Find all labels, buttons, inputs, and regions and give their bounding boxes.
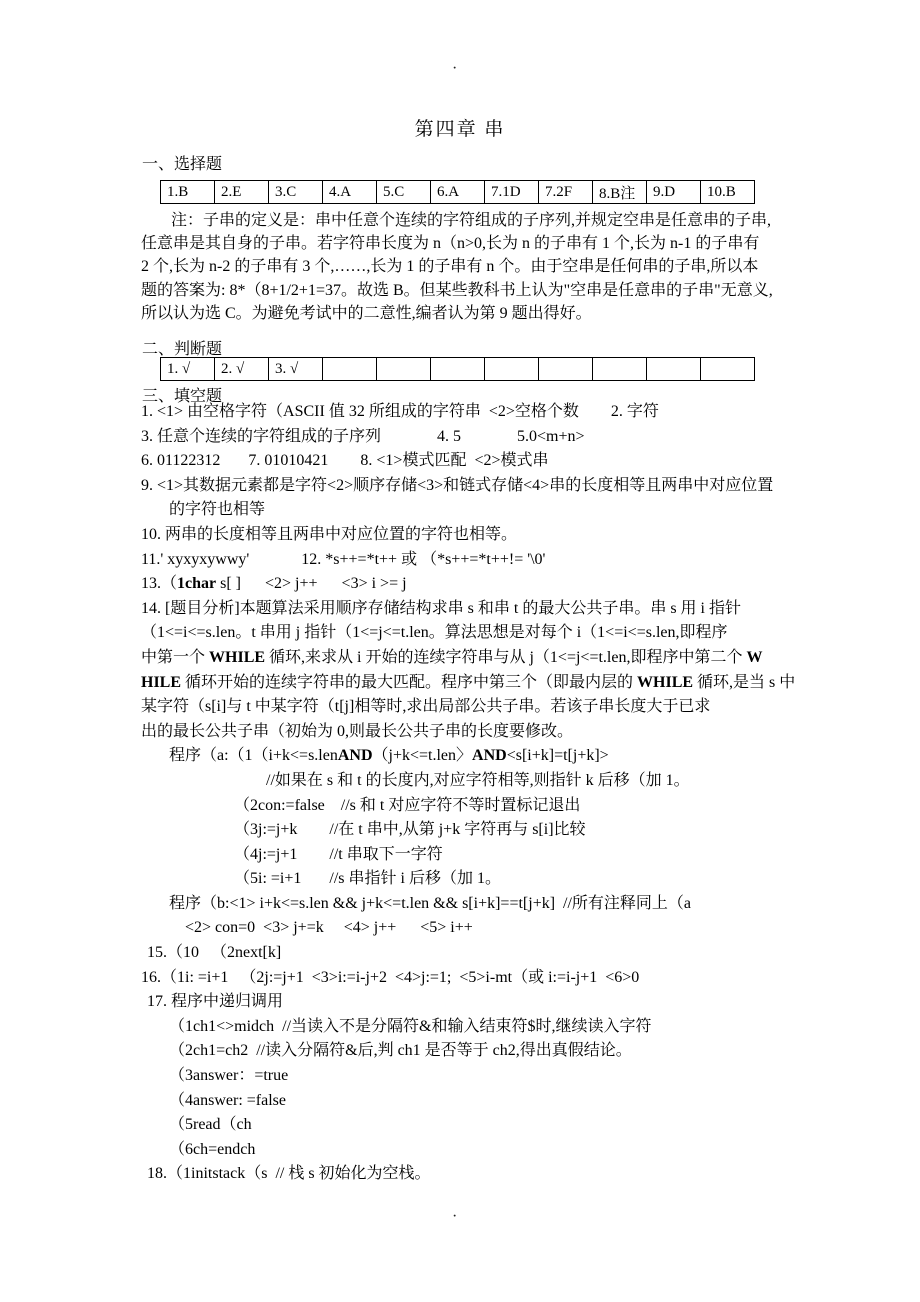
choice-answer-cell: 7.1D [485, 181, 539, 204]
fill-answer-line [141, 867, 841, 892]
fill-answer-line [141, 818, 841, 843]
judge-answer-row [161, 358, 755, 381]
fill-answer-line [141, 892, 841, 917]
fill-answer-segment: （6ch=endch [169, 1140, 256, 1158]
fill-answer-line [141, 769, 841, 794]
fill-answer-line [141, 720, 841, 745]
fill-answer-segment: <2> con=0 <3> j+=k <4> j++ <5> i++ [185, 919, 473, 937]
fill-answer-line [141, 744, 841, 769]
judge-answer-table [160, 357, 755, 381]
fill-answer-line [141, 548, 841, 573]
choice-answer-table [160, 180, 755, 204]
fill-answer-segment: （4j:=j+1 //t 串取下一字符 [234, 845, 443, 863]
judge-answer-cell [485, 358, 539, 381]
fill-answer-segment: 10. 两串的长度相等且两串中对应位置的字符也相等。 [141, 525, 518, 543]
judge-answer-cell: 2. √ [215, 358, 269, 381]
fill-answer-segment-bold: HILE [141, 673, 182, 691]
choice-note-line: 2 个,长为 n-2 的子串有 3 个,……,长为 1 的子串有 n 个。由于空串是任何串的子串,所以本 [141, 258, 759, 276]
bottom-dot-mark: · [452, 1208, 458, 1225]
choice-note-line: 题的答案为: 8*（8+1/2+1=37。故选 B。但某些教科书上认为"空串是任意串的子串"无意义, [141, 281, 773, 299]
fill-answer-segment: （2con:=false //s 和 t 对应字符不等时置标记退出 [234, 796, 581, 814]
fill-answer-line [141, 597, 841, 622]
fill-answer-segment: 11.' xyxyxywwy' 12. *s++=*t++ 或 （*s++=*t++!= '\0' [141, 550, 546, 568]
judge-answer-cell: 3. √ [269, 358, 323, 381]
choice-answer-cell: 5.C [377, 181, 431, 204]
fill-answer-line [141, 449, 841, 474]
judge-answer-cell [431, 358, 485, 381]
fill-answer-segment: 循环开始的连续字符串的最大匹配。程序中第三个（即最内层的 [181, 673, 638, 691]
fill-answer-segment: 14. [题目分析]本题算法采用顺序存储结构求串 s 和串 t 的最大公共子串。串 s 用 i 指针 [141, 599, 742, 617]
fill-answer-segment: 程序（a:（1（i+k<=s.len [169, 747, 338, 765]
choice-answer-cell: 2.E [215, 181, 269, 204]
fill-answer-line [141, 572, 841, 597]
fill-answer-line [141, 916, 841, 941]
fill-answer-segment: 13.（ [141, 575, 178, 593]
fill-answer-segment: 1. <1> 由空格字符（ASCII 值 32 所组成的字符串 <2>空格个数 2. 字符 [141, 403, 659, 420]
choice-answer-cell: 1.B [161, 181, 215, 204]
judge-answer-cell: 1. √ [161, 358, 215, 381]
fill-answer-line [141, 1039, 841, 1064]
choice-answer-cell: 8.B注 [593, 181, 647, 204]
fill-answer-segment: 17. 程序中递归调用 [147, 993, 284, 1011]
fill-answer-segment: 6. 01122312 7. 01010421 8. <1>模式匹配 <2>模式串 [141, 452, 549, 470]
fill-answer-segment: <s[i+k]=t[j+k]> [506, 747, 609, 765]
fill-answer-segment: 某字符（s[i]与 t 中某字符（t[j]相等时,求出局部公共子串。若该子串长度大于已求 [141, 698, 711, 716]
fill-answer-line [141, 695, 841, 720]
judge-answer-cell [323, 358, 377, 381]
fill-answer-line [141, 400, 841, 425]
judge-answer-cell [377, 358, 431, 381]
choice-answer-cell: 3.C [269, 181, 323, 204]
fill-blanks-answers [141, 400, 841, 1187]
choice-answer-row [161, 181, 755, 204]
fill-answer-segment: 出的最长公共子串（初始为 0,则最长公共子串的长度要修改。 [141, 722, 574, 740]
fill-answer-line [141, 1113, 841, 1138]
choice-answer-cell: 4.A [323, 181, 377, 204]
judge-answer-cell [539, 358, 593, 381]
fill-answer-segment: （4answer: =false [169, 1091, 286, 1109]
choice-note-line: 注：子串的定义是：串中任意个连续的字符组成的子序列,并规定空串是任意串的子串, [171, 212, 772, 229]
fill-answer-segment: 循环,是当 s 中 [693, 673, 796, 691]
fill-answer-segment: 9. <1>其数据元素都是字符<2>顺序存储<3>和链式存储<4>串的长度相等且两串中对应位置 [141, 476, 774, 494]
fill-answer-segment: 中第一个 [141, 648, 210, 666]
fill-answer-segment-bold: WHILE [637, 673, 694, 691]
fill-answer-segment: （3j:=j+k //在 t 串中,从第 j+k 字符再与 s[i]比较 [234, 821, 586, 839]
fill-answer-line [141, 646, 841, 671]
fill-answer-line [141, 621, 841, 646]
fill-answer-segment: s[ ] <2> j++ <3> i >= j [216, 575, 407, 593]
choice-note-line: 任意串是其自身的子串。若字符串长度为 n（n>0,长为 n 的子串有 1 个,长为 n-1 的子串有 [141, 235, 760, 253]
fill-answer-line [141, 498, 841, 523]
page-title: 第四章 串 [414, 119, 506, 140]
choice-answer-cell: 7.2F [539, 181, 593, 204]
fill-answer-segment: 的字符也相等 [169, 501, 266, 519]
fill-answer-segment: 程序（b:<1> i+k<=s.len && j+k<=t.len && s[i+k]==t[j+k] //所有注释同上（a [169, 894, 692, 912]
choice-answer-cell: 6.A [431, 181, 485, 204]
fill-answer-segment: （j+k<=t.len〉 [372, 747, 473, 765]
fill-answer-segment: //如果在 s 和 t 的长度内,对应字符相等,则指针 k 后移（加 1。 [266, 771, 690, 789]
fill-answer-segment-bold: WHILE [209, 648, 266, 666]
judge-answer-cell [647, 358, 701, 381]
fill-answer-segment: （2ch1=ch2 //读入分隔符&后,判 ch1 是否等于 ch2,得出真假结论。 [169, 1042, 632, 1060]
fill-answer-line [141, 941, 841, 966]
fill-answer-segment: 18.（1initstack（s // 栈 s 初始化为空栈。 [147, 1165, 431, 1183]
fill-answer-line [141, 1015, 841, 1040]
fill-answer-line [141, 425, 841, 450]
section-judge-heading: 二、判断题 [142, 341, 223, 358]
fill-answer-segment: （5read（ch [169, 1116, 252, 1134]
fill-answer-segment-bold: AND [472, 747, 507, 765]
fill-answer-line [141, 966, 841, 991]
section-choice-heading: 一、选择题 [142, 156, 223, 173]
fill-answer-segment: （3answer：=true [169, 1067, 289, 1085]
choice-answer-cell: 9.D [647, 181, 701, 204]
fill-answer-segment: （1<=i<=s.len。t 串用 j 指针（1<=j<=t.len。算法思想是对每个 i（1<=i<=s.len,即程序 [141, 624, 728, 642]
fill-answer-segment: （1ch1<>midch //当读入不是分隔符&和输入结束符$时,继续读入字符 [169, 1017, 652, 1035]
choice-answer-cell: 10.B [701, 181, 755, 204]
fill-answer-segment: 15.（10 （2next[k] [147, 944, 282, 962]
top-dot-mark: · [452, 60, 458, 77]
fill-answer-line [141, 843, 841, 868]
fill-answer-line [141, 1089, 841, 1114]
choice-note-paragraph [141, 209, 797, 325]
fill-answer-line [141, 671, 841, 696]
section-fill-heading: 三、填空题 [142, 388, 223, 405]
judge-answer-cell [593, 358, 647, 381]
fill-answer-line [141, 990, 841, 1015]
judge-answer-cell [701, 358, 755, 381]
choice-note-line: 所以认为选 C。为避免考试中的二意性,编者认为第 9 题出得好。 [141, 304, 592, 322]
fill-answer-segment: 3. 任意个连续的字符组成的子序列 4. 5 5.0<m+n> [141, 427, 585, 445]
fill-answer-line [141, 1162, 841, 1187]
fill-answer-segment-bold: W [746, 648, 763, 666]
fill-answer-segment-bold: AND [337, 747, 373, 765]
fill-answer-line [141, 523, 841, 548]
fill-answer-line [141, 474, 841, 499]
fill-answer-segment: 循环,来求从 i 开始的连续字符串与从 j（1<=j<=t.len,即程序中第二个 [265, 648, 747, 666]
fill-answer-segment-bold: 1char [177, 575, 217, 593]
fill-answer-line [141, 794, 841, 819]
fill-answer-segment: （5i: =i+1 //s 串指针 i 后移（加 1。 [234, 870, 501, 888]
fill-answer-segment: 16.（1i: =i+1 （2j:=j+1 <3>i:=i-j+2 <4>j:=1; <5>i-mt（或 i:=i-j+1 <6>0 [141, 968, 640, 986]
fill-answer-line [141, 1064, 841, 1089]
fill-answer-line [141, 1138, 841, 1163]
